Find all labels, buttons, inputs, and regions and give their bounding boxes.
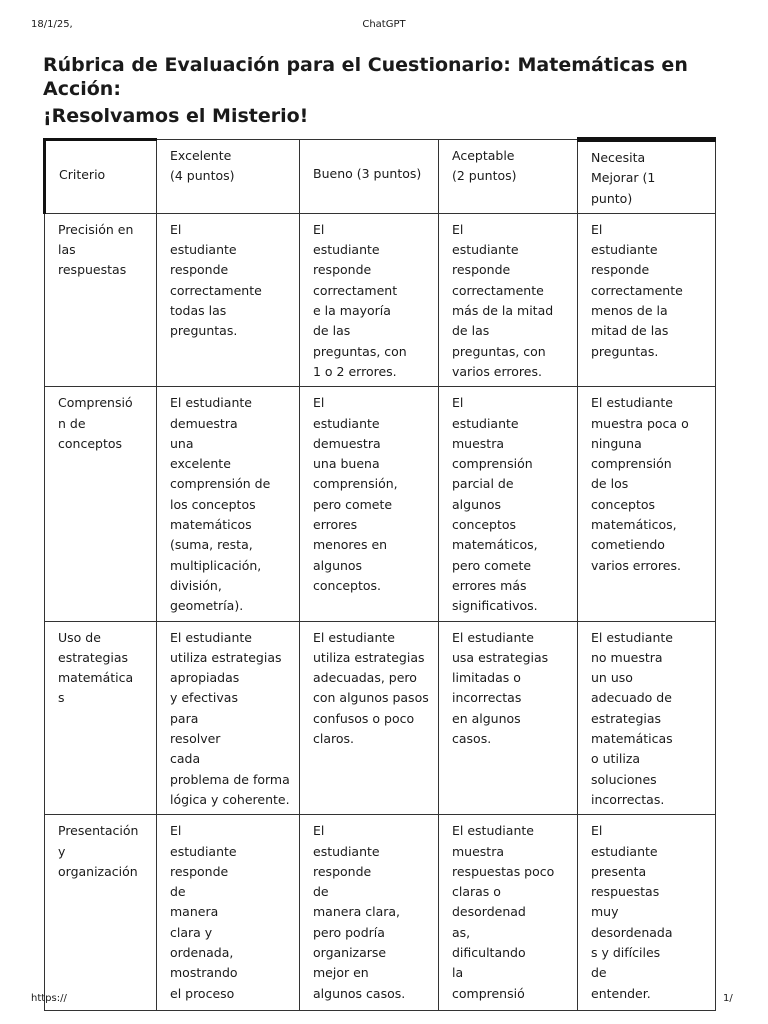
rubric-cell: El estudiante utiliza estrategias adecuadas, pero con algunos pasos confusos o poco claros. — [300, 621, 439, 815]
table-row — [45, 621, 716, 815]
criterion-cell: Presentación y organización — [45, 815, 157, 1011]
rubric-cell: El estudiante responde de manera clara, pero podría organizarse mejor en algunos casos. — [300, 815, 439, 1011]
criterion-cell: Comprensió n de conceptos — [45, 387, 157, 621]
rubric-cell: El estudiante usa estrategias limitadas o incorrectas en algunos casos. — [439, 621, 578, 815]
rubric-cell: El estudiante no muestra un uso adecuado de estrategias matemáticas o utiliza soluciones incorrectas. — [578, 621, 716, 815]
header-necesita-mejorar: Necesita Mejorar (1 punto) — [578, 140, 716, 214]
header-aceptable: Aceptable (2 puntos) — [439, 140, 578, 214]
rubric-cell: El estudiante demuestra una excelente comprensión de los conceptos matemáticos (suma, resta, multiplicación, división, geometría). — [157, 387, 300, 621]
page-title: Rúbrica de Evaluación para el Cuestionario: Matemáticas en Acción: — [43, 54, 688, 100]
page-subtitle: ¡Resolvamos el Misterio! — [43, 105, 309, 127]
rubric-cell: El estudiante responde de manera clara y ordenada, mostrando el proceso — [157, 815, 300, 1011]
header-excelente: Excelente (4 puntos) — [157, 140, 300, 214]
table-row — [45, 387, 716, 621]
rubric-cell: El estudiante presenta respuestas muy desordenada s y difíciles de entender. — [578, 815, 716, 1011]
criterion-cell: Uso de estrategias matemática s — [45, 621, 157, 815]
page-footer-page-number: 1/ — [723, 993, 733, 1004]
rubric-cell: El estudiante responde correctamente todas las preguntas. — [157, 213, 300, 386]
page-header-date: 18/1/25, — [31, 19, 73, 30]
rubric-cell: El estudiante responde correctamente más de la mitad de las preguntas, con varios errores. — [439, 213, 578, 386]
page-header-app: ChatGPT — [362, 19, 406, 30]
rubric-cell: El estudiante responde correctament e la mayoría de las preguntas, con 1 o 2 errores. — [300, 213, 439, 386]
rubric-cell: El estudiante utiliza estrategias apropiadas y efectivas para resolver cada problema de forma lógica y coherente. — [157, 621, 300, 815]
criterion-cell: Precisión en las respuestas — [45, 213, 157, 386]
rubric-cell: El estudiante demuestra una buena comprensión, pero comete errores menores en algunos conceptos. — [300, 387, 439, 621]
rubric-cell: El estudiante responde correctamente menos de la mitad de las preguntas. — [578, 213, 716, 386]
rubric-table — [43, 137, 716, 1011]
rubric-cell: El estudiante muestra respuestas poco claras o desordenad as, dificultando la comprensió — [439, 815, 578, 1011]
table-row — [45, 815, 716, 1011]
rubric-cell: El estudiante muestra comprensión parcial de algunos conceptos matemáticos, pero comete errores más significativos. — [439, 387, 578, 621]
header-criterio: Criterio — [45, 140, 157, 214]
table-row — [45, 213, 716, 386]
rubric-cell: El estudiante muestra poca o ninguna comprensión de los conceptos matemáticos, cometiendo varios errores. — [578, 387, 716, 621]
table-header-row — [45, 140, 716, 214]
header-bueno: Bueno (3 puntos) — [300, 140, 439, 214]
page-footer-url[interactable]: https:// — [31, 993, 67, 1004]
